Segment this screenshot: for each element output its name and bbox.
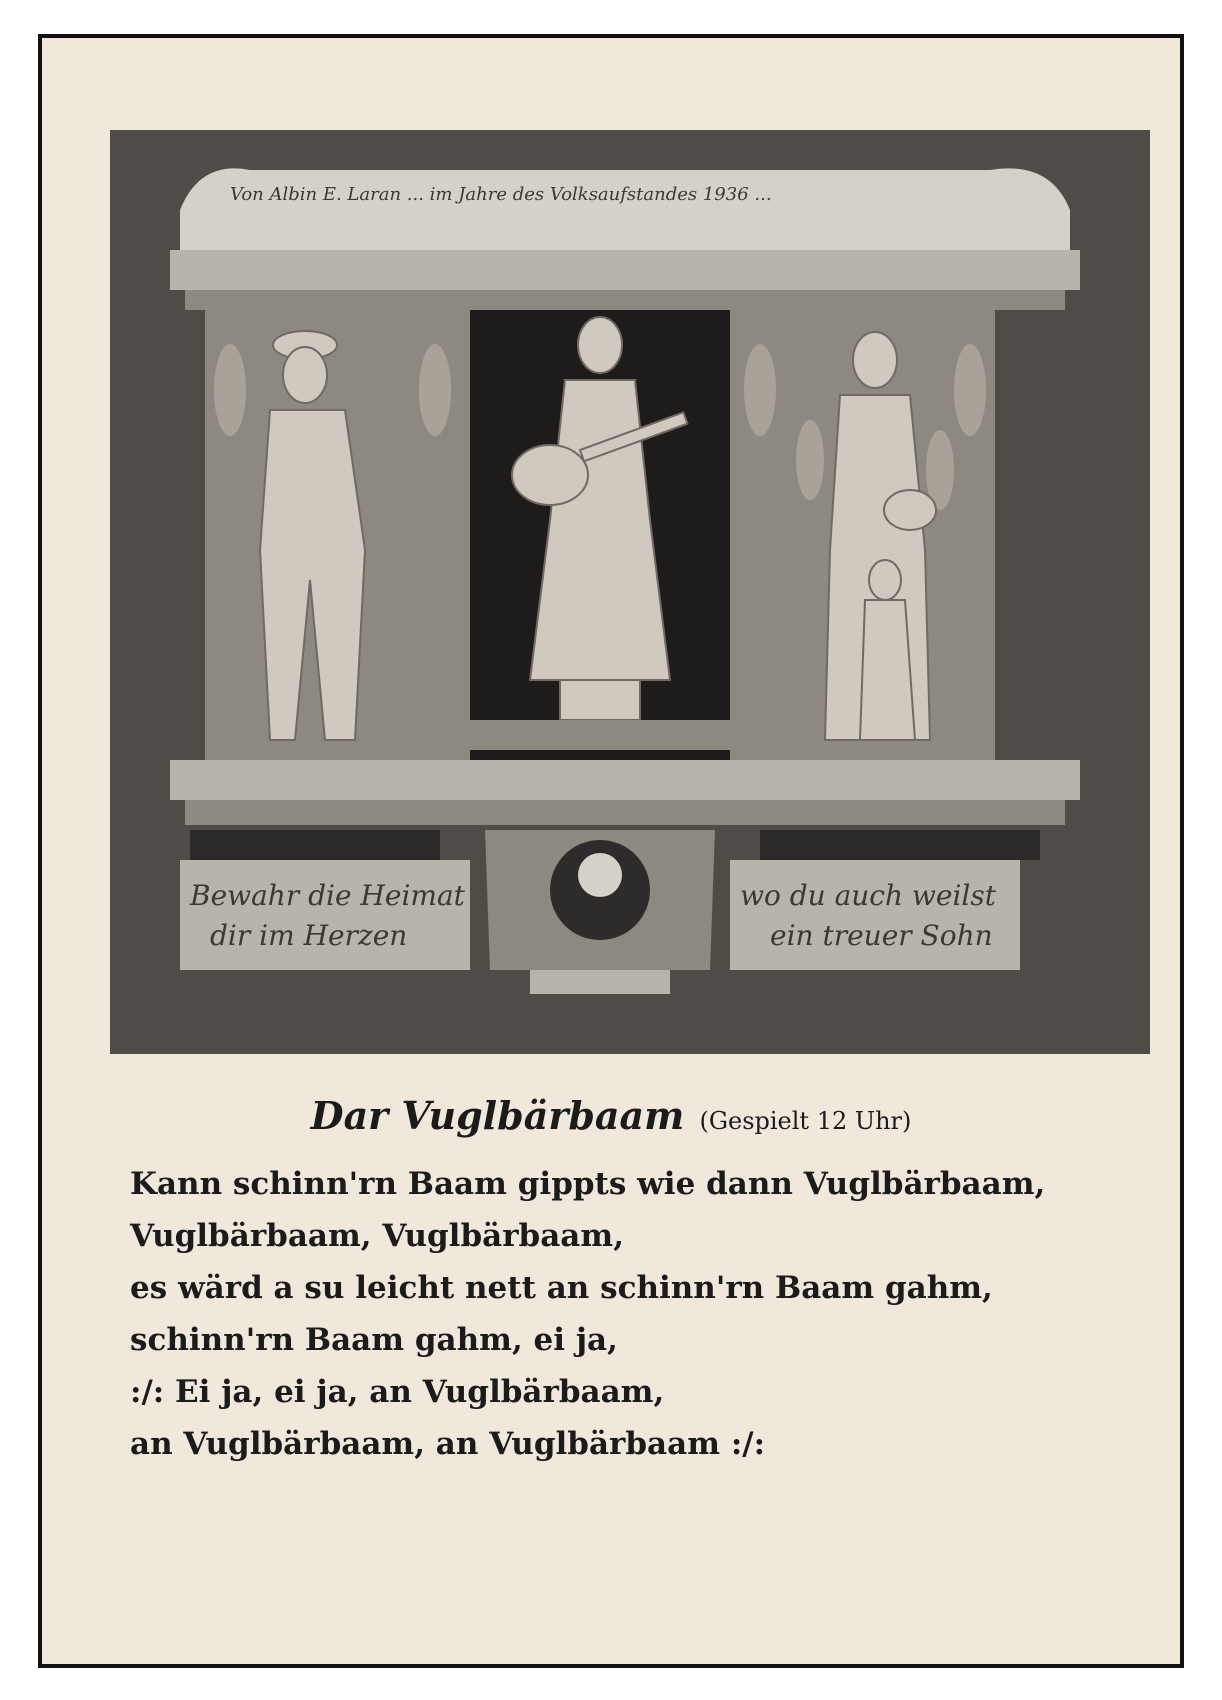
song-title-line bbox=[42, 1093, 1180, 1138]
right-plaque-line-1: wo du auch weilst bbox=[740, 879, 996, 912]
lyric-line: es wärd a su leicht nett an schinn'rn Baam gahm, bbox=[130, 1270, 993, 1306]
lyric-line: Vuglbärbaam, Vuglbärbaam, bbox=[130, 1218, 624, 1254]
carved-relief-photo bbox=[110, 130, 1150, 1054]
lyric-line: :/: Ei ja, ei ja, an Vuglbärbaam, bbox=[130, 1374, 665, 1410]
right-plaque-line-2: ein treuer Sohn bbox=[770, 919, 993, 952]
lyric-line: schinn'rn Baam gahm, ei ja, bbox=[130, 1322, 618, 1358]
song-subtitle: (Gespielt 12 Uhr) bbox=[699, 1107, 912, 1135]
lyric-line: Kann schinn'rn Baam gippts wie dann Vuglbärbaam, bbox=[130, 1166, 1046, 1202]
top-inscription: Von Albin E. Laran ... im Jahre des Volksaufstandes 1936 ... bbox=[230, 184, 772, 205]
postcard bbox=[38, 34, 1184, 1668]
song-title: Dar Vuglbärbaam bbox=[310, 1093, 685, 1138]
song-lyrics bbox=[130, 1158, 1130, 1470]
lyric-line: an Vuglbärbaam, an Vuglbärbaam :/: bbox=[130, 1426, 766, 1462]
left-plaque-line-1: Bewahr die Heimat bbox=[190, 879, 465, 912]
left-plaque-line-2: dir im Herzen bbox=[210, 919, 408, 952]
miner-lamp-emblem bbox=[578, 853, 622, 897]
relief-illustration bbox=[110, 130, 1150, 1054]
